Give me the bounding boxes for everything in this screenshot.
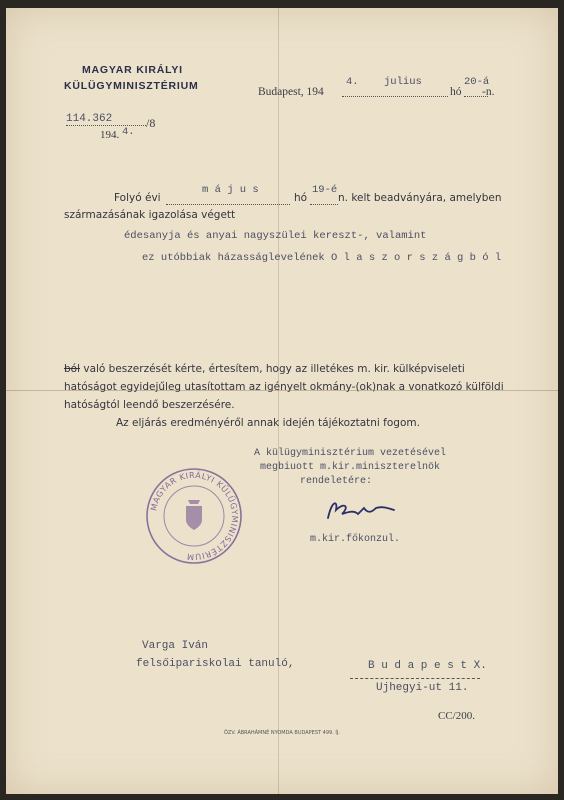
dateline-month: julius (384, 76, 422, 88)
body-para2-strike: ból (64, 363, 81, 375)
official-stamp (144, 466, 244, 566)
body-line2: származásának igazolása végett (64, 209, 236, 221)
fold-line-vertical (278, 8, 279, 794)
signature-line3: rendeletére: (300, 476, 373, 487)
body-month: m á j u s (202, 184, 259, 196)
footer-code: CC/200. (438, 710, 475, 722)
signature-line2: megbiuott m.kir.miniszterelnök (260, 462, 441, 473)
reference-number (66, 108, 112, 126)
signature-line1: A külügyminisztérium vezetésével (254, 448, 447, 459)
svg-text:MAGYAR KIRÁLYI KÜLÜGYMINISZTÉR: MAGYAR KIRÁLYI KÜLÜGYMINISZTÉRIUM (148, 469, 241, 563)
dateline-suffix: -n. (482, 86, 495, 98)
body-para2-line3: hatóságtól leendő beszerzésére. (64, 399, 235, 411)
dateline-year-digit: 4. (346, 76, 359, 88)
document-page (6, 8, 558, 794)
header-line1: MAGYAR KIRÁLYI (82, 64, 183, 76)
body-intro: Folyó évi (114, 192, 161, 204)
reference-number-value: 114.362 (66, 113, 113, 125)
addressee-street: Ujhegyi-ut 11. (376, 682, 469, 694)
addressee-role: felsőipariskolai tanuló, (136, 658, 295, 670)
dateline-underline (342, 96, 448, 97)
dateline-place: Budapest, 194 (258, 86, 324, 98)
reference-year: 194. (100, 129, 120, 141)
body-para2-line2: hatóságot egyidejűleg utasítottam az igényelt okmány-(ok)nak a vonatkozó külföldi (64, 381, 504, 393)
body-para2-line1 (64, 363, 465, 375)
body-typed-line1: édesanyja és anyai nagyszülei kereszt-, valamint (124, 230, 427, 242)
body-para2-line1-text: való beszerzését kérte, értesítem, hogy az illetékes m. kir. külképviseleti (80, 363, 465, 375)
header-line2: KÜLÜGYMINISZTÉRIUM (64, 80, 199, 92)
body-day-underline (310, 204, 338, 205)
body-ho: hó (294, 192, 308, 204)
signature-title: m.kir.főkonzul. (310, 534, 401, 545)
handwritten-signature (324, 496, 404, 526)
body-para2-line4: Az eljárás eredményéről annak idején tájékoztatni fogom. (116, 417, 420, 429)
body-month-underline (166, 204, 290, 205)
footer-printer: ÖZV. ÁBRAHÁMNÉ NYOMDA BUDAPEST 499. ÍJ. (224, 730, 340, 736)
addressee-name: Varga Iván (142, 640, 209, 652)
body-day: 19-é (312, 184, 338, 196)
addressee-underline (350, 678, 480, 679)
reference-year-digit: 4. (122, 126, 135, 138)
addressee-city: B u d a p e s t X. (368, 660, 487, 672)
coat-of-arms-icon (186, 500, 202, 530)
dateline-day: 20-á (464, 76, 490, 88)
body-typed-line2: ez utóbbiak házasságlevelének O l a s z o r s z á g b ó l (142, 252, 502, 264)
dateline-ho: hó (450, 86, 462, 98)
body-intro-rest: n. kelt beadványára, amelyben (338, 192, 502, 204)
reference-suffix: /8 (146, 116, 156, 130)
